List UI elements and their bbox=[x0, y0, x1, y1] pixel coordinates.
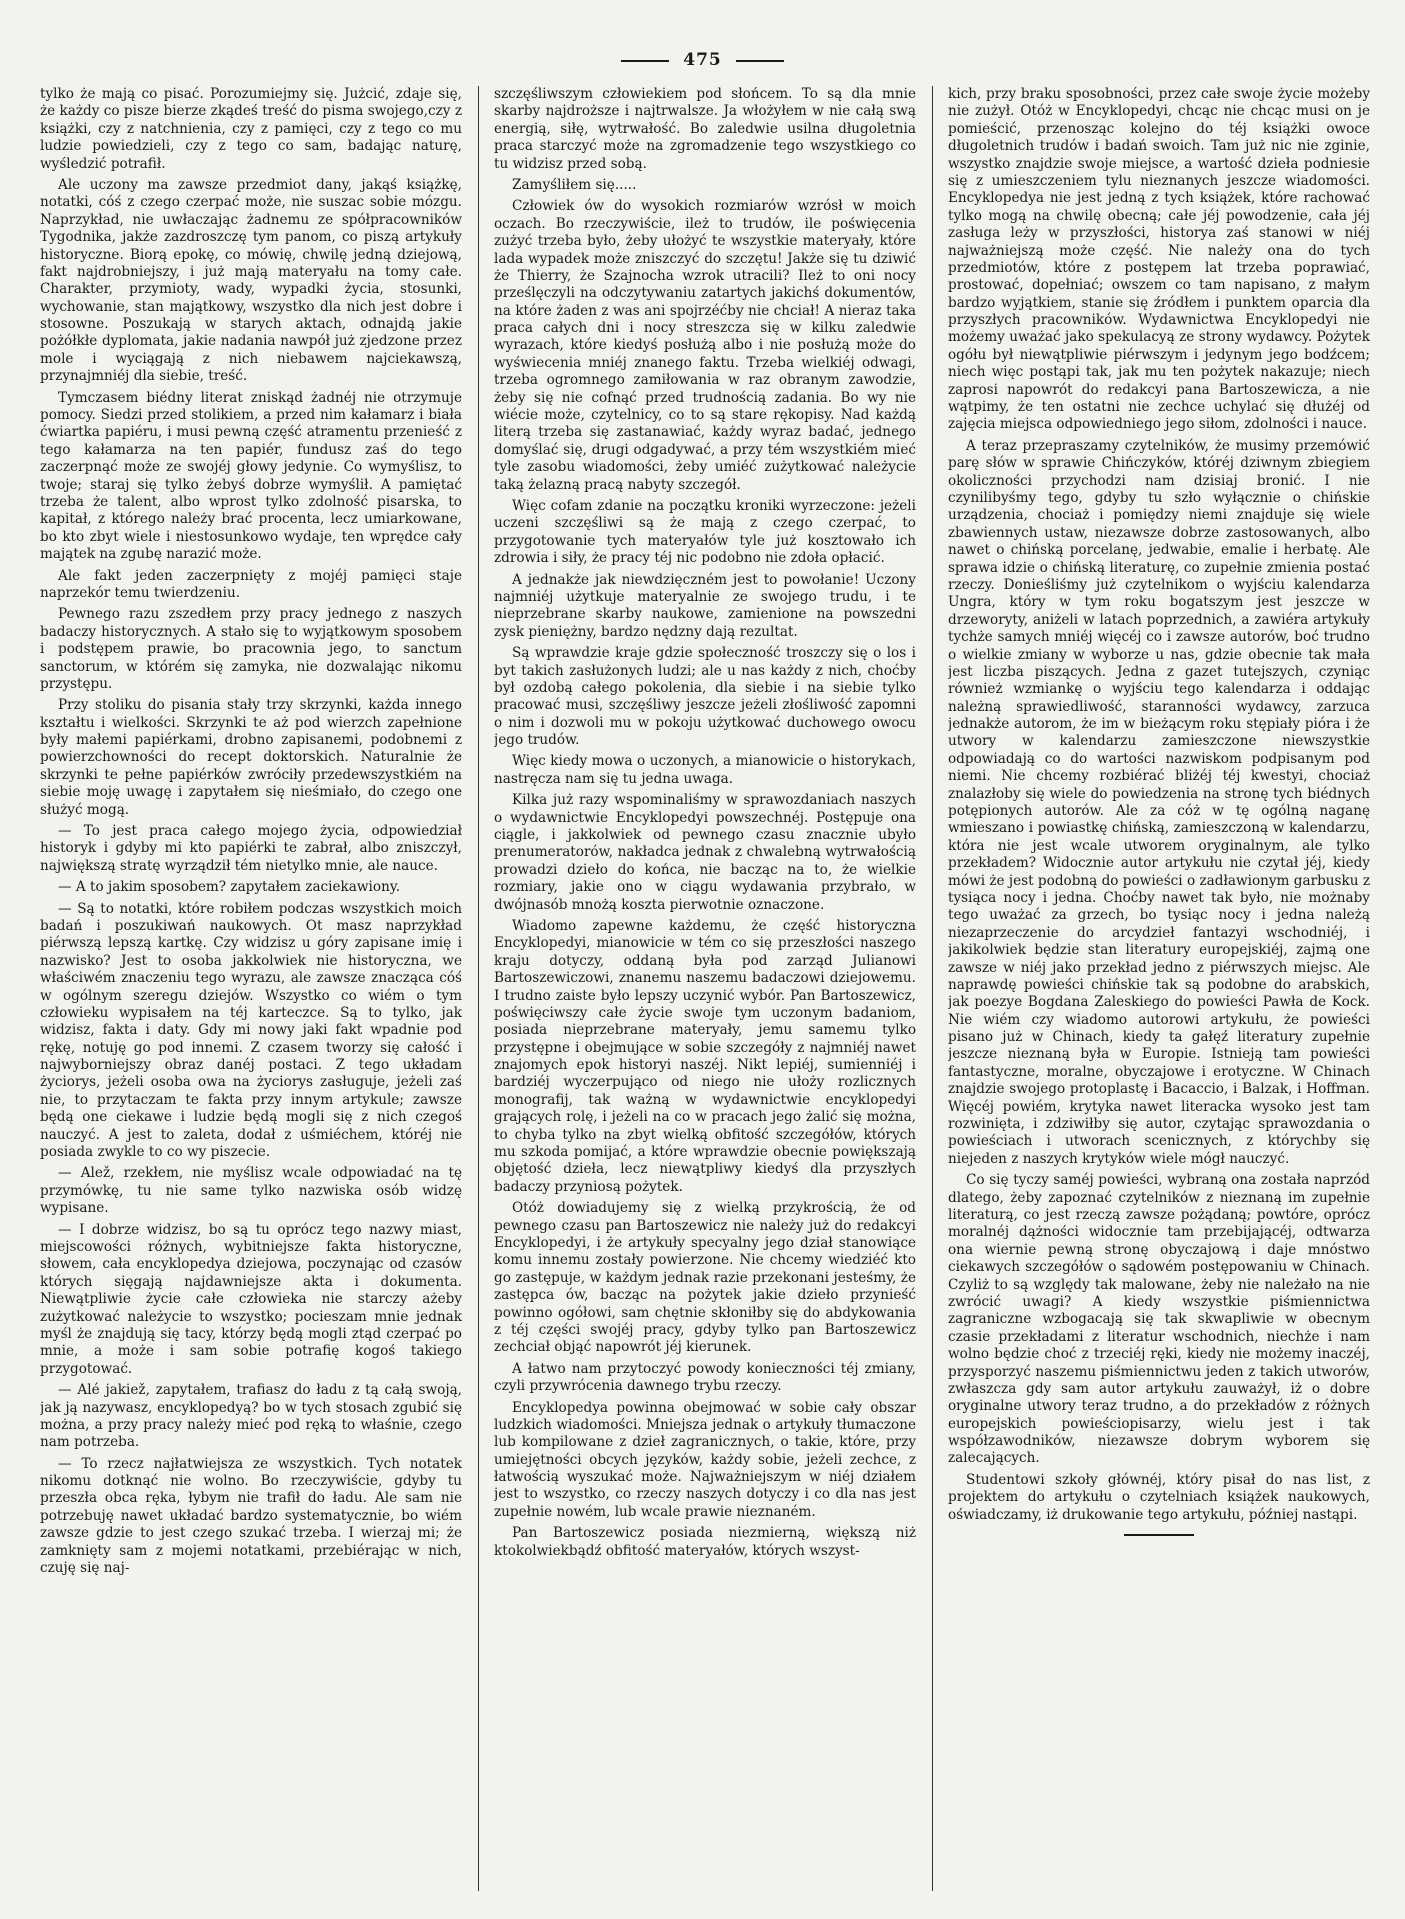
paragraph: Tymczasem biédny literat zniskąd żadnéj nie otrzymuje pomocy. Siedzi przed stolikiem, a przed nim kałamarz i biała ćwiartka papiéru, i musi pewną część atramentu przenieść z tego kałamarza na ten papiér, fundusz zaś do tego zaczerpnąć może ze swojéj głowy jedynie. Co wymyślisz, to twoje; staraj się tylko żebyś dobrze wymyślił. A pamiętać trzeba że talent, albo wprost tylko zdolność pisarska, to kapitał, z którego należy brać procenta, lecz umiarkowane, bo kto zbyt wiele i niestosunkowo wydaje, ten wprędce cały majątek na zgubę narazić może. bbox=[40, 389, 462, 563]
paragraph: — To jest praca całego mojego życia, odpowiedział historyk i gdyby mi kto papiérki te zabrał, albo zniszczył, największą stratę wyrządził tém nietylko mnie, ale nauce. bbox=[40, 823, 462, 874]
paragraph: Encyklopedya powinna obejmować w sobie cały obszar ludzkich wiadomości. Mniejsza jednak o artykuły tłumaczone lub kompilowane z dzieł zagranicznych, o takie, które, przy umiejętności obcych języków, każdy sobie, jeżeli zechce, z łatwością wyszukać może. Najważniejszym w niéj działem jest to wszystko, co rzeczy naszych dotyczy i co dla nas jest zupełnie nowém, lub wcale prawie nieznaném. bbox=[494, 1399, 916, 1520]
paragraph: Co się tyczy saméj powieści, wybraną ona została naprzód dlatego, żeby zapoznać czytelników z nieznaną im zupełnie literaturą, co jest rzeczą zawsze pożądaną; powtóre, oprócz moralnéj dążności widocznie tam przebijającéj, odtwarza ona wiernie pewną stronę obyczajową i daje mnóstwo ciekawych szczegółów o sądowém postępowaniu w Chinach. Czyliż to są względy tak malowane, żeby nie należało na nie zwrócić uwagi? A kiedy wszystkie piśmiennictwa zagraniczne wzbogacają się tak skwapliwie w obecnym czasie przekładami z literatur wschodnich, niechże i nam wolno będzie choć z trzeciéj ręki, kiedy nie możemy inaczéj, przysporzyć naszemu piśmiennictwu jeden z takich utworów, zwłaszcza gdy sam autor artykułu zauważył, iż o dobre oryginalne utwory teraz trudno, a do przekładów z różnych europejskich powieściopisarzy, wielu jest i tak współzawodników, niezawsze dobrym wyborem się zalecających. bbox=[948, 1172, 1370, 1467]
paragraph: Wiadomo zapewne każdemu, że część historyczna Encyklopedyi, mianowicie w tém co się przeszłości naszego kraju dotyczy, oddaną była pod zarząd Julianowi Bartoszewiczowi, znanemu naszemu badaczowi dziejowemu. I trudno zaiste było lepszy uczynić wybór. Pan Bartoszewicz, poświęciwszy całe życie swoje tym uczonym badaniom, posiada nieprzebrane materyały, jemu samemu tylko przystępne i obejmujące w sobie szczegóły z najmniéj nawet znajomych epok historyi naszéj. Nikt lepiéj, sumienniéj i bardziéj wyczerpująco od niego nie ułoży rozlicznych monografij, tak ważną w wydawnictwie encyklopedyi grających rolę, i jeżeli na co w pracach jego żalić się można, to chyba tylko na zbyt wielką obfitość szczegółów, których mu szkoda pomijać, a które wprawdzie obecnie powiększają objętość dzieła, lecz niewątpliwy kiedyś dla przyszłych badaczy przyniosą pożytek. bbox=[494, 917, 916, 1195]
paragraph: Przy stoliku do pisania stały trzy skrzynki, każda innego kształtu i wielkości. Skrzynki te aż pod wierzch zapełnione były małemi papiérkami, drobno zapisanemi, podobnemi z powierzchowności do recept doktorskich. Naturalnie że skrzynki te pełne papiérków zwróciły przedewszystkiém na siebie moję uwagę i zapytałem się nieśmiało, do czego one służyć mogą. bbox=[40, 697, 462, 818]
paragraph: — I dobrze widzisz, bo są tu oprócz tego nazwy miast, miejscowości różnych, wybitniejsze fakta historyczne, słowem, cała encyklopedya dziejowa, poczynając od czasów których sięgają najdawniejsze akta i dokumenta. Niewątpliwie życie całe człowieka nie starczy ażeby zużytkować należycie to wszystko; pocieszam mnie jednak myśl że znajdują się tacy, którzy będą mogli ztąd czerpać po mnie, a może i sam sobie potrafię kogoś takiego przygotować. bbox=[40, 1221, 462, 1377]
page-header bbox=[0, 50, 1405, 70]
paragraph: Zamyśliłem się..... bbox=[512, 176, 637, 193]
column-3 bbox=[948, 86, 1370, 1896]
end-rule bbox=[1124, 1534, 1194, 1536]
column-divider-2 bbox=[932, 86, 933, 1891]
page-number: 475 bbox=[683, 50, 722, 70]
paragraph: Pewnego razu zszedłem przy pracy jednego z naszych badaczy historycznych. A stało się to wyjątkowym sposobem i podstępem prawie, bo pracownia jego, to sanctum sanctorum, w którém się zamyka, nie dozwalając nikomu przystępu. bbox=[40, 606, 462, 692]
paragraph: A jednakże jak niewdzięczném jest to powołanie! Uczony najmniéj użytkuje materyalnie ze swojego trudu, i te nieprzebrane skarby naukowe, zamienione na powszedni zysk pieniężny, bardzo nędzny dają rezultat. bbox=[494, 571, 916, 640]
header-rule-left bbox=[621, 60, 669, 62]
text-columns bbox=[40, 86, 1370, 1896]
column-2 bbox=[494, 86, 916, 1896]
paragraph: Ale uczony ma zawsze przedmiot dany, jakąś książkę, notatki, cóś z czego czerpać może, nie suszac sobie mózgu. Naprzykład, nie uwłaczając żadnemu ze spółpracowników Tygodnika, jakże zazdroszczę tym panom, co piszą artykuły historyczne. Biorą epokę, co mówię, chwilę jedną dziejową, fakt najdrobniejszy, i już mają materyału na tomy całe. Charakter, przymioty, wady, wypadki życia, stosunki, wychowanie, stan majątkowy, wszystko dla nich jest dobre i stosowne. Poszukają w starych aktach, odnajdą jakie pożółkłe dyplomata, jakie nadania nawpół już zjedzone przez mole i wyciągają z nich niebawem najciekawszą, przynajmniéj dla siebie, treść. bbox=[40, 176, 462, 385]
paragraph: Ale fakt jeden zaczerpnięty z mojéj pamięci staje naprzekór temu twierdzeniu. bbox=[40, 567, 462, 601]
paragraph: — To rzecz najłatwiejsza ze wszystkich. Tych notatek nikomu dotknąć nie wolno. Bo rzeczywiście, gdyby tu przeszła obca ręka, łybym nie trafił do ładu. Ale sam nie potrzebuję nawet układać bardzo systematycznie, bo wiém zawsze gdzie to jest czego szukać trzeba. I wierzaj mi; że zamknięty sam z mojemi notatkami, przebiérając w nich, czuję się naj- bbox=[40, 1455, 462, 1577]
paragraph: Kilka już razy wspominaliśmy w sprawozdaniach naszych o wydawnictwie Encyklopedyi powszechnéj. Postępuje ona ciągle, i jakkolwiek od pewnego czasu znacznie ubyło prenumeratorów, nakładca jednak z chwalebną wytrwałością prowadzi dzieło do końca, nie bacząc na to, że wielkie rozmiary, jakie ono w ciągu wydawania przybrało, w dwójnasób mnożą koszta pierwotnie oznaczone. bbox=[494, 792, 916, 913]
paragraph: — Alež, rzekłem, nie myślisz wcale odpowiadać na tę przymówkę, tu nie same tylko nazwiska osób widzę wypisane. bbox=[40, 1165, 462, 1217]
paragraph: tylko że mają co pisać. Porozumiejmy się. Jużcić, zdaje się, że każdy co pisze bierze zkądeś treść do pisma swojego,czy z książki, czy z natchnienia, czy z pamięci, czy z tego co mu ludzie powiedzieli, czy z tego co sam, badając naturę, wyśledzić potrafił. bbox=[40, 86, 462, 172]
paragraph: Są wprawdzie kraje gdzie społeczność troszczy się o los i byt takich zasłużonych ludzi; ale u nas każdy z nich, choćby był ozdobą całego pokolenia, dla siebie i na siebie tylko pracować musi, szczęśliwy jeszcze jeżeli złośliwość zapomni o nim i dozwoli mu w pokoju użytkować duchowego owocu jego trudów. bbox=[494, 645, 916, 749]
column-divider-1 bbox=[478, 86, 479, 1891]
paragraph: — Alé jakiež, zapytałem, trafiasz do ładu z tą całą swoją, jak ją nazywasz, encyklopedyą? bo w tych stosach zgubić się można, a przy pracy należy mieć pod ręką to właśnie, czego nam potrzeba. bbox=[40, 1382, 462, 1451]
paragraph: Pan Bartoszewicz posiada niezmierną, większą niż ktokolwiekbądź obfitość materyałów, których wszyst- bbox=[494, 1525, 916, 1559]
paragraph: Więc cofam zdanie na początku kroniki wyrzeczone: jeżeli uczeni szczęśliwi są że mają z czego czerpać, to przygotowanie tych materyałów tyle już kosztowało ich zdrowia i siły, że pracy téj nic podobno nie zdoła opłacić. bbox=[494, 497, 916, 567]
paragraph: szczęśliwszym człowiekiem pod słońcem. To są dla mnie skarby najdroższe i najtrwalsze. Ja włożyłem w nie całą swą energią, siłę, wytrwałość. Bo zaledwie usilna długoletnia praca starczyć może na zgromadzenie tego wszystkiego co tu widzisz przed sobą. bbox=[494, 86, 916, 172]
paragraph: — Są to notatki, które robiłem podczas wszystkich moich badań i poszukiwań naukowych. Ot masz naprzykład piérwszą lepszą kartkę. Czy widzisz u góry zapisane imię i nazwisko? Jest to osoba jakkolwiek nie historyczna, we właściwém znaczeniu tego wyrazu, ale zawsze znacząca cóś w ogólnym szeregu dziejów. Wszystko co wiém o tym człowieku wypisałem na téj karteczce. Są to tylko, jak widzisz, fakta i daty. Gdy mi nowy jaki fakt wpadnie pod rękę, notuję go pod innemi. Z czasem tworzy się całość i najwyborniejszy obraz danéj postaci. Z tego układam życiorys, jeżeli osoba owa na życiorys zasługuje, jeżeli zaś nie, to przytaczam te fakta przy innym artykule; zawsze będą one ciekawe i ludzie będą mogli się z nich czegoś nauczyć. A jest to zaleta, dodał z uśmiéchem, któréj nie posiada zwykle to co wy piszecie. bbox=[40, 900, 462, 1161]
paragraph: kich, przy braku sposobności, przez całe swoje życie możeby nie zużył. Otóż w Encyklopedyi, chcąc nie chcąc musi on je pomieścić, przenosząc kolejno do téj książki owoce długoletnich trudów i badań swoich. Tam już nic nie zginie, wszystko znajdzie swoje miejsce, a wartość dzieła podniesie się z umieszczeniem tylu nieznanych jeszcze wiadomości. Encyklopedya nie jest jedną z tych książek, które rachować tylko mogą na chwilę obecną; całe jéj powodzenie, cała jéj zasługa leży w przyszłości, historya zaś stanowi w niéj najważniejszą może część. Nie należy ona do tych przedmiotów, które z postępem lat trzeba poprawiać, prostować, dopełniać; owszem co tam napisano, z małym bardzo wyjątkiem, stanie się źródłem i punktem oparcia dla przyszłych pracowników. Wydawnictwa Encyklopedyi nie możemy uważać jako spekulacyą ze strony wydawcy. Pożytek ogółu był niewątpliwie piérwszym i jedynym jego bodźcem; niech więc postąpi tak, jak mu ten pożytek nakazuje; niech zaprosi napowrót do redakcyi pana Bartoszewicza, a nie wątpimy, że ten ostatni nie zechce uchylać się dłużéj od zajęcia miejsca odpowiedniego jego siłom, zdolności i nauce. bbox=[948, 86, 1370, 433]
paragraph: Człowiek ów do wysokich rozmiarów wzrósł w moich oczach. Bo rzeczywiście, ileż to trudów, ile poświęcenia zużyć trzeba było, żeby ułożyć te wszystkie materyały, które lada wypadek może zniszczyć do szczętu! Jakże się tu dziwić że Thierry, że Szajnocha wzrok utracili? Ileż to oni nocy prześlęczyli na odczytywaniu zatartych jakichś dokumentów, na które żaden z was ani spojrzéćby nie chciał! A nieraz taka praca całych dni i nocy streszcza się w kilku zaledwie wyrazach, które kiedyś posłużą albo i nie posłużą może do wyświecenia mniéj znanego faktu. Trzeba wielkiéj odwagi, trzeba ogromnego zamiłowania w raz obranym zawodzie, żeby się nie cofnąć przed trudnością zadania. Bo wy nie wiécie może, czytelnicy, co to są stare rękopisy. Nad każdą literą trzeba się zastanawiać, każdy wyraz badać, jednego domyślać się, drugi odgadywać, a przy tém wszystkiém mieć tyle zasobu wiadomości, żeby umiéć zużytkować należycie taką żelazną pracą nabyty szczegół. bbox=[494, 198, 916, 493]
paragraph: Więc kiedy mowa o uczonych, a mianowicie o historykach, nastręcza nam się tu jedna uwaga. bbox=[494, 753, 916, 787]
header-rule-right bbox=[736, 60, 784, 62]
paragraph: A łatwo nam przytoczyć powody konieczności téj zmiany, czyli przywrócenia dawnego trybu rzeczy. bbox=[494, 1360, 916, 1395]
paragraph: A teraz przepraszamy czytelników, że musimy przemówić parę słów w sprawie Chińczyków, któréj dziwnym zbiegiem okoliczności przychodzi nam dzisiaj bronić. I nie czynilibyśmy tego, gdyby tu szło wyłącznie o chińskie urządzenia, chociaż i pomiędzy niemi znajduje się wiele zbawiennych ustaw, niezawsze dobrze zastosowanych, albo nawet o chińską porcelanę, jedwabie, emalie i herbatę. Ale sprawa idzie o chińską literaturę, co zupełnie zmienia postać rzeczy. Donieśliśmy już czytelnikom o wyjściu kalendarza Ungra, który w tym roku bogatszym jest jeszcze w drzeworyty, aniżeli w latach poprzednich, a zawiéra artykuły tychże samych mniéj więcéj co i zawsze autorów, boć trudno o wielkie zmiany w wyborze u nas, gdzie obecnie tak mała jest liczba piszących. Jedna z gazet tutejszych, czyniąc również wzmiankę o wyjściu tego kalendarza i oddając należną sprawiedliwość, staranności wydawcy, zarzuca jednakże autorom, że im w bieżącym roku stępiały pióra i że utwory w kalendarzu zamieszczone niewszystkie odpowiadają co do wartości nazwiskom podpisanym pod niemi. Nie chcemy rozbiérać bliżéj téj kwestyi, chociaż znalazłoby się wiele do powiedzenia na stronę tych biédnych potępionych autorów. Ale za cóż w tę ogólną naganę wmieszano i powiastkę chińską, zamieszczoną w kalendarzu, która nie jest wcale utworem oryginalnym, ale tylko przekładem? Widocznie autor artykułu nie czytał jéj, kiedy mówi że jest podobną do powieści o zadławionym garbusku z tysiąca nocy i jedna. Choćby nawet tak było, nie możnaby tego uważać za grzech, bo tysiąc nocy i jedna należą niezaprzeczenie do arcydzieł fantazyi wschodniéj, i jakikolwiek będzie stan literatury europejskiéj, zajmą one zawsze w niéj jako przekład jedno z piérwszych miejsc. Ale naprawdę powieści chińskie tak są podobne do arabskich, jak poezye Bogdana Zaleskiego do powieści Pawła de Kock. Nie wiém czy wiadomo autorowi artykułu, że powieści pisano już w Chinach, kiedy ta gałęź literatury zupełnie jeszcze nieznaną była w Europie. Istnieją tam powieści fantastyczne, moralne, obyczajowe i erotyczne. W Chinach znajdzie swojego protoplastę i Bacaccio, i Balzak, i Hoffman. Więcéj powiém, krytyka nawet literacka wysoko jest tam rozwinięta, i zdziwiłby się autor, czytając sprawozdania o powieściach i utworach scenicznych, z którychby się niejeden z naszych krytyków wiele mógł nauczyć. bbox=[948, 437, 1370, 1167]
paragraph: — A to jakim sposobem? zapytałem zaciekawiony. bbox=[58, 879, 401, 896]
column-1 bbox=[40, 86, 462, 1896]
paragraph: Studentowi szkoły głównéj, który pisał do nas list, z projektem do artykułu o czytelniach książek naukowych, oświadczamy, iż drukowanie tego artykułu, później nastąpi. bbox=[948, 1471, 1370, 1523]
paragraph: Otóż dowiadujemy się z wielką przykrością, że od pewnego czasu pan Bartoszewicz nie należy już do redakcyi Encyklopedyi, i że artykuły specyalny jego dział stanowiące komu innemu zostały powierzone. Nie chcemy wiedziéć kto go zastępuje, w każdym jednak razie przekonani jesteśmy, że zastępca ów, bacząc na pożytek jakie dzieło przynieść powinno ogółowi, sam chętnie skłoniłby się do abdykowania z téj części swojéj pracy, gdyby tylko pan Bartoszewicz zechciał objąć napowrót jéj kierunek. bbox=[494, 1200, 916, 1356]
